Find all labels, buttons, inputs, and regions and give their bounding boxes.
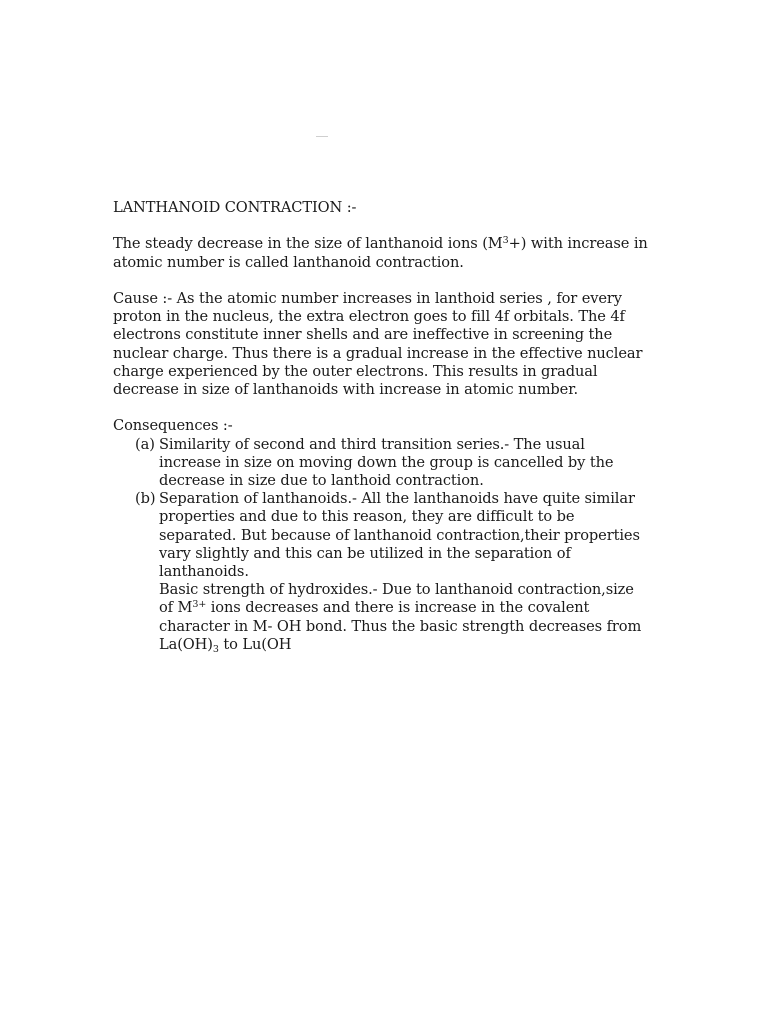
basic-line: Basic strength of hydroxides.- Due to lanthanoid contraction,size	[159, 581, 634, 599]
list-item-line: Similarity of second and third transition series.- The usual	[159, 435, 585, 453]
basic-text-pre: of M	[159, 599, 193, 617]
cause-paragraph	[113, 290, 673, 399]
list-item-line: properties and due to this reason, they are difficult to be	[159, 508, 575, 526]
basic-strength-paragraph	[113, 581, 673, 654]
cause-line: proton in the nucleus, the extra electron goes to fill 4f orbitals. The 4f	[113, 308, 625, 326]
basic-line: character in M- OH bond. Thus the basic strength decreases from	[159, 617, 642, 635]
document-content	[113, 199, 673, 654]
cause-line: decrease in size of lanthanoids with increase in atomic number.	[113, 381, 579, 398]
definition-paragraph	[113, 235, 673, 271]
cause-line: electrons constitute inner shells and are ineffective in screening the	[113, 326, 613, 344]
cause-line: Cause :- As the atomic number increases in lanthoid series , for every	[113, 289, 622, 307]
spacer	[113, 272, 673, 290]
definition-text-pre: The steady decrease in the size of lanthanoid ions (M	[113, 235, 503, 253]
list-item-line: vary slightly and this can be utilized in the separation of	[159, 544, 571, 562]
list-item-label: (b)	[135, 490, 156, 508]
spacer	[113, 217, 673, 235]
list-item-line: Separation of lanthanoids.- All the lanthanoids have quite similar	[159, 490, 635, 508]
list-item-line: decrease in size due to lanthoid contraction.	[159, 472, 484, 489]
consequences-heading: Consequences :-	[113, 417, 233, 435]
faint-mark	[316, 136, 328, 137]
superscript: 3+	[192, 599, 207, 611]
definition-text-post: +) with increase in	[508, 235, 648, 253]
basic-text-pre: La(OH)	[159, 635, 213, 653]
list-item-line: lanthanoids.	[159, 563, 249, 581]
basic-text-post: to Lu(OH	[218, 635, 292, 653]
list-item	[113, 436, 673, 491]
superscript: 3	[502, 235, 509, 247]
basic-text-post: ions decreases and there is increase in the covalent	[206, 599, 590, 617]
basic-line	[159, 636, 673, 654]
definition-line	[113, 235, 673, 253]
spacer	[113, 399, 673, 417]
cause-line: nuclear charge. Thus there is a gradual increase in the effective nuclear	[113, 344, 643, 362]
list-item-line: separated. But because of lanthanoid contraction,their properties	[159, 526, 640, 544]
subscript: 3	[212, 643, 219, 655]
basic-line	[159, 599, 673, 617]
definition-line: atomic number is called lanthanoid contraction.	[113, 253, 464, 271]
cause-line: charge experienced by the outer electrons. This results in gradual	[113, 362, 598, 380]
list-item-line: increase in size on moving down the group is cancelled by the	[159, 453, 614, 471]
list-item	[113, 490, 673, 581]
section-heading: LANTHANOID CONTRACTION :-	[113, 199, 357, 216]
list-item-label: (a)	[135, 435, 155, 453]
